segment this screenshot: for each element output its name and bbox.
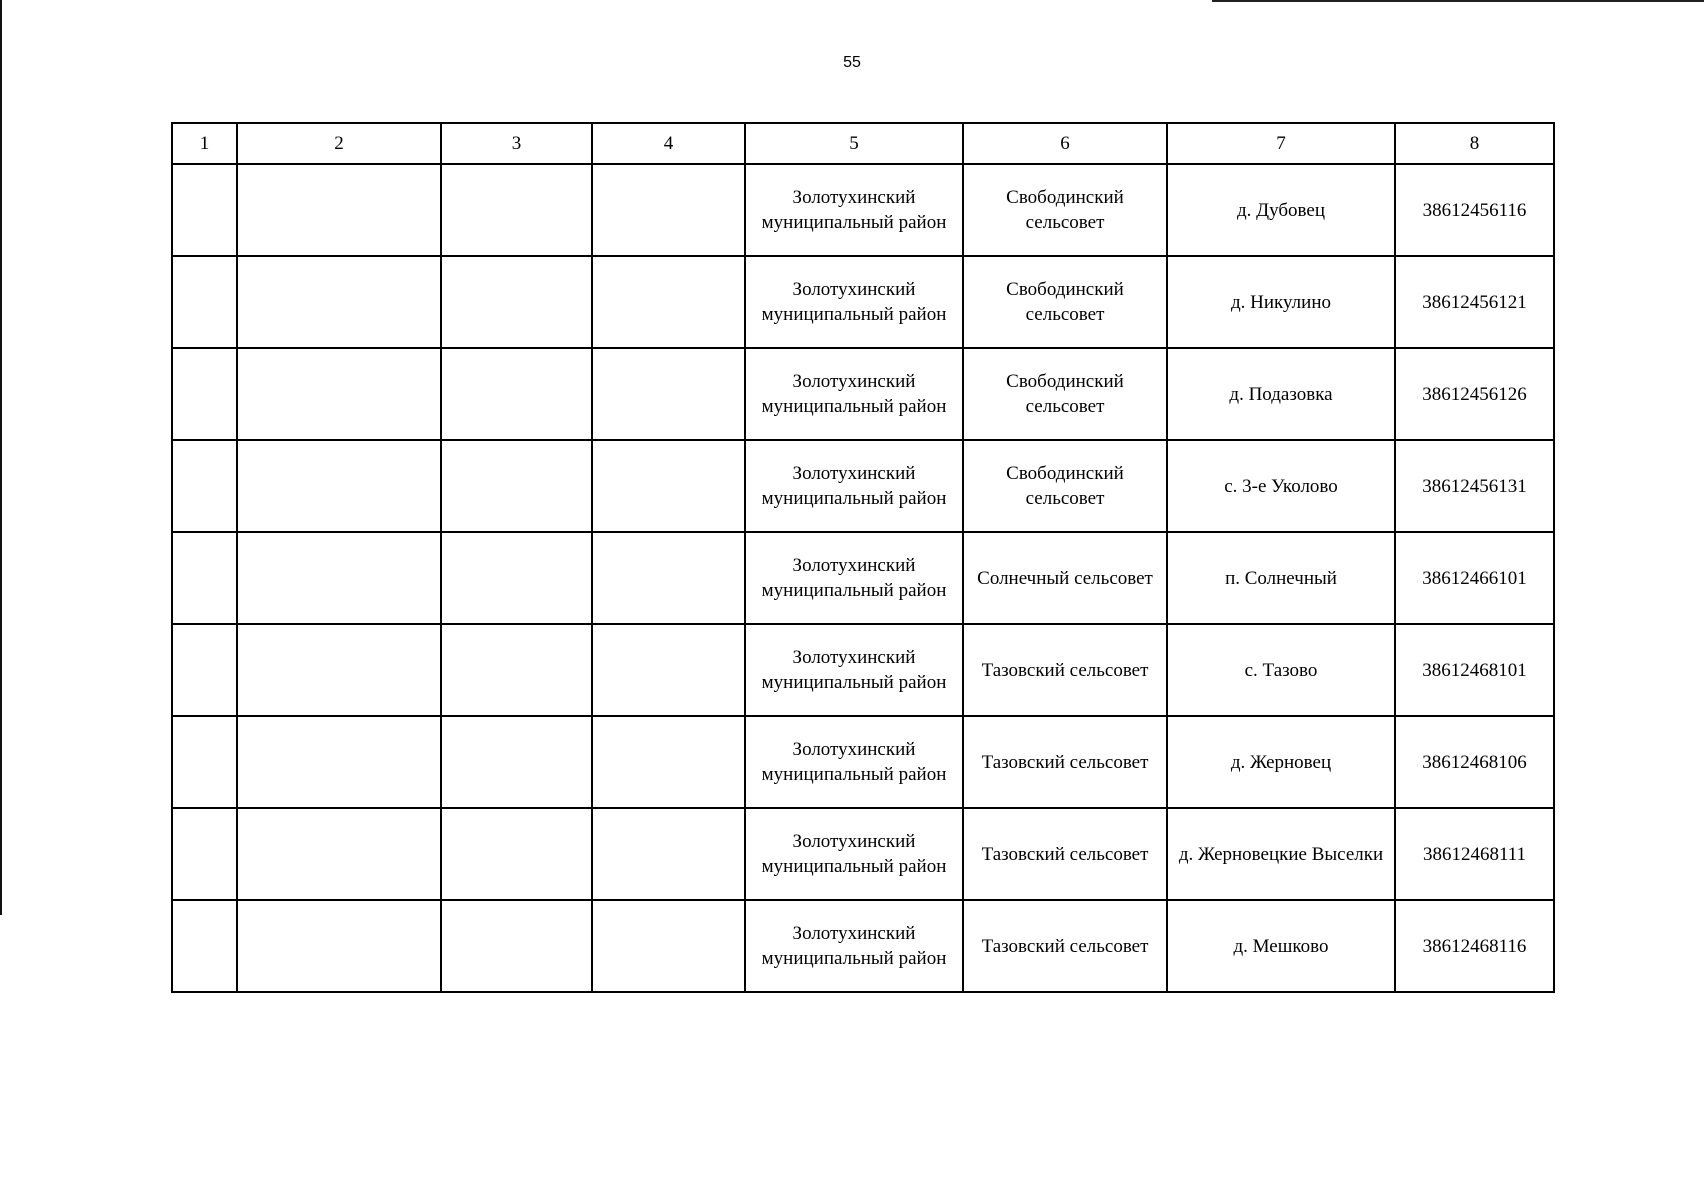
table-cell	[441, 900, 592, 992]
district-cell: Золотухинский муниципальный район	[745, 532, 963, 624]
code-cell: 38612468106	[1395, 716, 1554, 808]
district-cell: Золотухинский муниципальный район	[745, 900, 963, 992]
table-cell	[592, 624, 745, 716]
column-header: 4	[592, 123, 745, 164]
table-cell	[237, 440, 441, 532]
header-row	[172, 123, 1554, 164]
table-cell	[172, 808, 237, 900]
district-cell: Золотухинский муниципальный район	[745, 164, 963, 256]
district-cell: Золотухинский муниципальный район	[745, 716, 963, 808]
table-cell	[592, 348, 745, 440]
table-cell	[592, 532, 745, 624]
code-cell: 38612456116	[1395, 164, 1554, 256]
settlement-cell: д. Жерновец	[1167, 716, 1395, 808]
table-row	[172, 900, 1554, 992]
code-cell: 38612456126	[1395, 348, 1554, 440]
code-cell: 38612456121	[1395, 256, 1554, 348]
table-cell	[237, 256, 441, 348]
table-row	[172, 256, 1554, 348]
district-cell: Золотухинский муниципальный район	[745, 440, 963, 532]
council-cell: Свободинский сельсовет	[963, 440, 1167, 532]
council-cell: Свободинский сельсовет	[963, 164, 1167, 256]
council-cell: Солнечный сельсовет	[963, 532, 1167, 624]
table-row	[172, 164, 1554, 256]
district-cell: Золотухинский муниципальный район	[745, 624, 963, 716]
district-cell: Золотухинский муниципальный район	[745, 808, 963, 900]
table-cell	[172, 716, 237, 808]
settlement-cell: д. Никулино	[1167, 256, 1395, 348]
code-cell: 38612456131	[1395, 440, 1554, 532]
settlement-cell: д. Жерновецкие Выселки	[1167, 808, 1395, 900]
table-cell	[592, 256, 745, 348]
settlement-cell: д. Подазовка	[1167, 348, 1395, 440]
table-cell	[172, 900, 237, 992]
table-cell	[441, 256, 592, 348]
district-cell: Золотухинский муниципальный район	[745, 256, 963, 348]
table-cell	[237, 716, 441, 808]
table-cell	[441, 808, 592, 900]
settlement-cell: с. Тазово	[1167, 624, 1395, 716]
code-cell: 38612468101	[1395, 624, 1554, 716]
district-cell: Золотухинский муниципальный район	[745, 348, 963, 440]
table-row	[172, 808, 1554, 900]
council-cell: Свободинский сельсовет	[963, 256, 1167, 348]
settlement-cell: п. Солнечный	[1167, 532, 1395, 624]
council-cell: Свободинский сельсовет	[963, 348, 1167, 440]
table-cell	[237, 348, 441, 440]
column-header: 8	[1395, 123, 1554, 164]
table-cell	[172, 256, 237, 348]
table-cell	[441, 440, 592, 532]
scan-edge-top	[1212, 0, 1704, 2]
column-header: 2	[237, 123, 441, 164]
data-table	[171, 122, 1555, 993]
table-row	[172, 532, 1554, 624]
table-cell	[172, 164, 237, 256]
table-cell	[237, 624, 441, 716]
table-cell	[441, 624, 592, 716]
council-cell: Тазовский сельсовет	[963, 624, 1167, 716]
table-cell	[441, 716, 592, 808]
table-cell	[237, 164, 441, 256]
table-row	[172, 440, 1554, 532]
table-cell	[592, 716, 745, 808]
column-header: 6	[963, 123, 1167, 164]
column-header: 7	[1167, 123, 1395, 164]
code-cell: 38612468116	[1395, 900, 1554, 992]
column-header: 3	[441, 123, 592, 164]
code-cell: 38612466101	[1395, 532, 1554, 624]
council-cell: Тазовский сельсовет	[963, 716, 1167, 808]
column-header: 1	[172, 123, 237, 164]
council-cell: Тазовский сельсовет	[963, 808, 1167, 900]
table-cell	[172, 348, 237, 440]
code-cell: 38612468111	[1395, 808, 1554, 900]
table-row	[172, 624, 1554, 716]
table-cell	[237, 808, 441, 900]
table-cell	[441, 164, 592, 256]
scan-edge-left	[0, 0, 2, 915]
column-header: 5	[745, 123, 963, 164]
table-cell	[441, 348, 592, 440]
page-number: 55	[843, 54, 861, 71]
settlement-cell: д. Мешково	[1167, 900, 1395, 992]
table-row	[172, 716, 1554, 808]
settlement-cell: с. 3-е Уколово	[1167, 440, 1395, 532]
council-cell: Тазовский сельсовет	[963, 900, 1167, 992]
table-cell	[441, 532, 592, 624]
table-row	[172, 348, 1554, 440]
table-cell	[592, 900, 745, 992]
table-cell	[237, 532, 441, 624]
table-cell	[592, 808, 745, 900]
table-cell	[172, 624, 237, 716]
table-cell	[172, 440, 237, 532]
table-cell	[592, 440, 745, 532]
table-cell	[592, 164, 745, 256]
settlement-cell: д. Дубовец	[1167, 164, 1395, 256]
table-cell	[172, 532, 237, 624]
table-cell	[237, 900, 441, 992]
